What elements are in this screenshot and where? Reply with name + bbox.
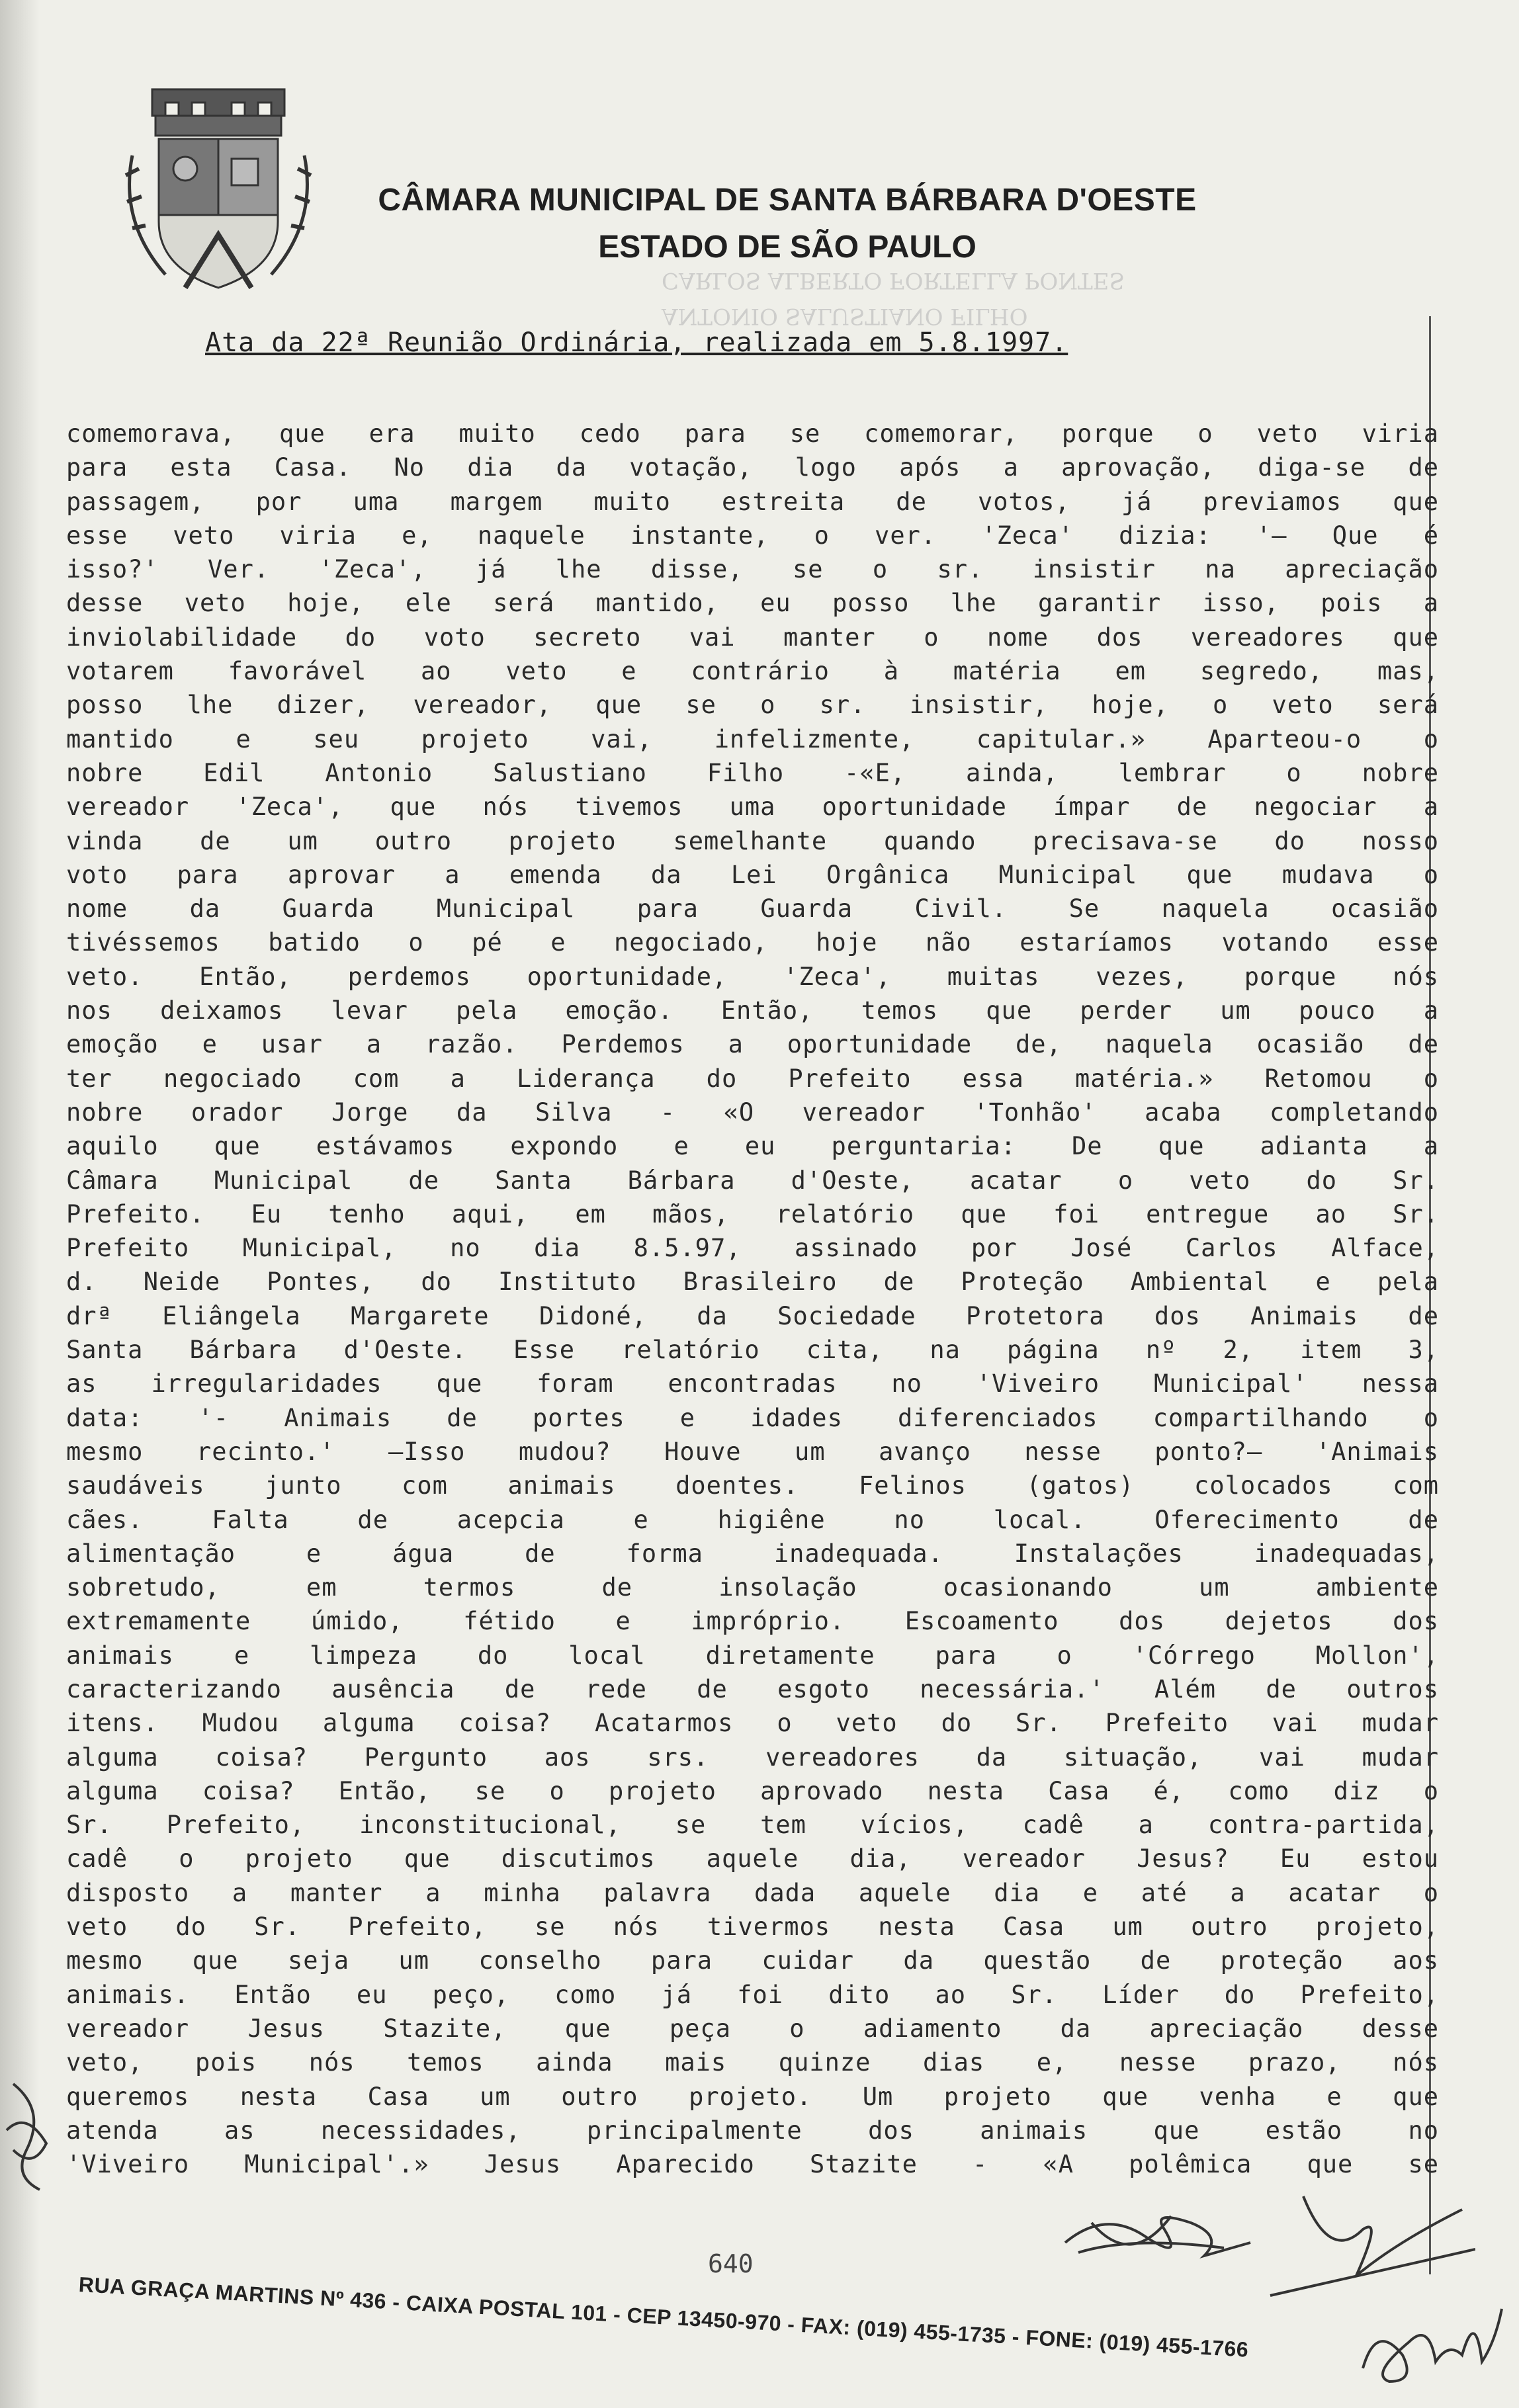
body-line: esse veto viria e, naquele instante, o ver. 'Zeca' dizia: '— Que é (66, 521, 1439, 550)
body-line: inviolabilidade do voto secreto vai manter o nome dos vereadores que (66, 623, 1439, 652)
bleed-through-line-2: CARLOS ALBERTO FORTELLA PONTES (662, 267, 1125, 294)
body-line: nobre orador Jorge da Silva - «O vereador 'Tonhão' acaba completando (66, 1097, 1439, 1127)
body-line: itens. Mudou alguma coisa? Acatarmos o veto do Sr. Prefeito vai mudar (66, 1709, 1439, 1738)
municipal-coat-of-arms-icon (106, 76, 331, 301)
body-line: Prefeito Municipal, no dia 8.5.97, assinado por José Carlos Alface, (66, 1234, 1439, 1263)
body-line: vereador 'Zeca', que nós tivemos uma oportunidade ímpar de negociar a (66, 793, 1439, 822)
minutes-title: Ata da 22ª Reunião Ordinária, realizada em 5.8.1997. (205, 327, 1068, 358)
body-line: Prefeito. Eu tenho aqui, em mãos, relatório que foi entregue ao Sr. (66, 1199, 1439, 1228)
body-line: cães. Falta de acepcia e higiêne no local. Oferecimento de (66, 1505, 1439, 1534)
body-line: animais. Então eu peço, como já foi dito ao Sr. Líder do Prefeito, (66, 1980, 1439, 2009)
footer-address (79, 2272, 1455, 2372)
body-line: 'Viveiro Municipal'.» Jesus Aparecido Stazite - «A polêmica que se (66, 2150, 1439, 2179)
body-line: para esta Casa. No dia da votação, logo após a aprovação, diga-se de (66, 453, 1439, 482)
institution-name: CÂMARA MUNICIPAL DE SANTA BÁRBARA D'OESTE (378, 183, 1197, 218)
body-line: emoção e usar a razão. Perdemos a oportunidade de, naquela ocasião de (66, 1030, 1439, 1059)
body-line: alimentação e água de forma inadequada. Instalações inadequadas, (66, 1539, 1439, 1568)
body-line: tivéssemos batido o pé e negociado, hoje não estaríamos votando esse (66, 928, 1439, 957)
body-line: Câmara Municipal de Santa Bárbara d'Oeste, acatar o veto do Sr. (66, 1166, 1439, 1195)
body-line: mesmo que seja um conselho para cuidar da questão de proteção aos (66, 1946, 1439, 1975)
body-line: veto, pois nós temos ainda mais quinze dias e, nesse prazo, nós (66, 2048, 1439, 2077)
footer-address-text: RUA GRAÇA MARTINS Nº 436 - CAIXA POSTAL 101 - CEP 13450-970 - FAX: (019) 455-1735 - FONE: (019) 455-1766 (77, 2272, 1250, 2362)
body-line: cadê o projeto que discutimos aquele dia, vereador Jesus? Eu estou (66, 1844, 1439, 1873)
body-line: Santa Bárbara d'Oeste. Esse relatório cita, na página nº 2, item 3, (66, 1336, 1439, 1365)
margin-initials (0, 2071, 60, 2203)
bleed-through-line-1: ANTONIO SALUSTIANO FILHO (662, 303, 1028, 329)
body-line: vereador Jesus Stazite, que peça o adiamento da apreciação desse (66, 2014, 1439, 2043)
body-line: passagem, por uma margem muito estreita de votos, já previamos que (66, 487, 1439, 516)
body-line: data: '- Animais de portes e idades diferenciados compartilhando o (66, 1403, 1439, 1432)
body-line: extremamente úmido, fétido e impróprio. Escoamento dos dejetos dos (66, 1607, 1439, 1636)
body-line: disposto a manter a minha palavra dada aquele dia e até a acatar o (66, 1878, 1439, 1907)
body-line: veto do Sr. Prefeito, se nós tivermos nesta Casa um outro projeto, (66, 1913, 1439, 1942)
body-line: atenda as necessidades, principalmente dos animais que estão no (66, 2116, 1439, 2145)
body-line: sobretudo, em termos de insolação ocasionando um ambiente (66, 1573, 1439, 1602)
body-line: isso?' Ver. 'Zeca', já lhe disse, se o sr. insistir na apreciação (66, 555, 1439, 584)
body-line: saudáveis junto com animais doentes. Felinos (gatos) colocados com (66, 1471, 1439, 1500)
scan-edge-shadow (0, 0, 40, 2408)
page-number: 640 (708, 2249, 754, 2278)
body-line: comemorava, que era muito cedo para se comemorar, porque o veto viria (66, 419, 1439, 448)
state-name: ESTADO DE SÃO PAULO (598, 230, 976, 265)
letterhead (370, 182, 1204, 265)
minutes-body (66, 417, 1439, 2181)
body-line: as irregularidades que foram encontradas no 'Viveiro Municipal' nessa (66, 1369, 1439, 1398)
body-line: alguma coisa? Então, se o projeto aprovado nesta Casa é, como diz o (66, 1776, 1439, 1805)
corner-initials (1350, 2282, 1508, 2401)
body-line: nobre Edil Antonio Salustiano Filho -«E, ainda, lembrar o nobre (66, 758, 1439, 787)
body-line: queremos nesta Casa um outro projeto. Um projeto que venha e que (66, 2082, 1439, 2111)
body-line: nos deixamos levar pela emoção. Então, temos que perder um pouco a (66, 996, 1439, 1025)
body-line: nome da Guarda Municipal para Guarda Civil. Se naquela ocasião (66, 894, 1439, 924)
body-line: drª Eliângela Margarete Didoné, da Sociedade Protetora dos Animais de (66, 1301, 1439, 1330)
body-line: d. Neide Pontes, do Instituto Brasileiro de Proteção Ambiental e pela (66, 1268, 1439, 1297)
body-line: aquilo que estávamos expondo e eu perguntaria: De que adianta a (66, 1132, 1439, 1161)
body-line: mantido e seu projeto vai, infelizmente, capitular.» Aparteou-o o (66, 724, 1439, 753)
body-line: desse veto hoje, ele será mantido, eu posso lhe garantir isso, pois a (66, 589, 1439, 618)
body-line: ter negociado com a Liderança do Prefeito essa matéria.» Retomou o (66, 1064, 1439, 1093)
body-line: votarem favorável ao veto e contrário à matéria em segredo, mas, (66, 657, 1439, 686)
body-line: Sr. Prefeito, inconstitucional, se tem vícios, cadê a contra-partida, (66, 1811, 1439, 1840)
body-line: alguma coisa? Pergunto aos srs. vereadores da situação, vai mudar (66, 1742, 1439, 1772)
body-line: mesmo recinto.' —Isso mudou? Houve um avanço nesse ponto?— 'Animais (66, 1437, 1439, 1466)
body-line: vinda de um outro projeto semelhante quando precisava-se do nosso (66, 826, 1439, 855)
body-line: veto. Então, perdemos oportunidade, 'Zeca', muitas vezes, porque nós (66, 962, 1439, 991)
body-line: caracterizando ausência de rede de esgoto necessária.' Além de outros (66, 1674, 1439, 1703)
body-line: animais e limpeza do local diretamente para o 'Córrego Mollon', (66, 1641, 1439, 1670)
bleed-through-text (662, 258, 1125, 339)
body-line: voto para aprovar a emenda da Lei Orgânica Municipal que mudava o (66, 860, 1439, 889)
body-line: posso lhe dizer, vereador, que se o sr. insistir, hoje, o veto será (66, 691, 1439, 720)
